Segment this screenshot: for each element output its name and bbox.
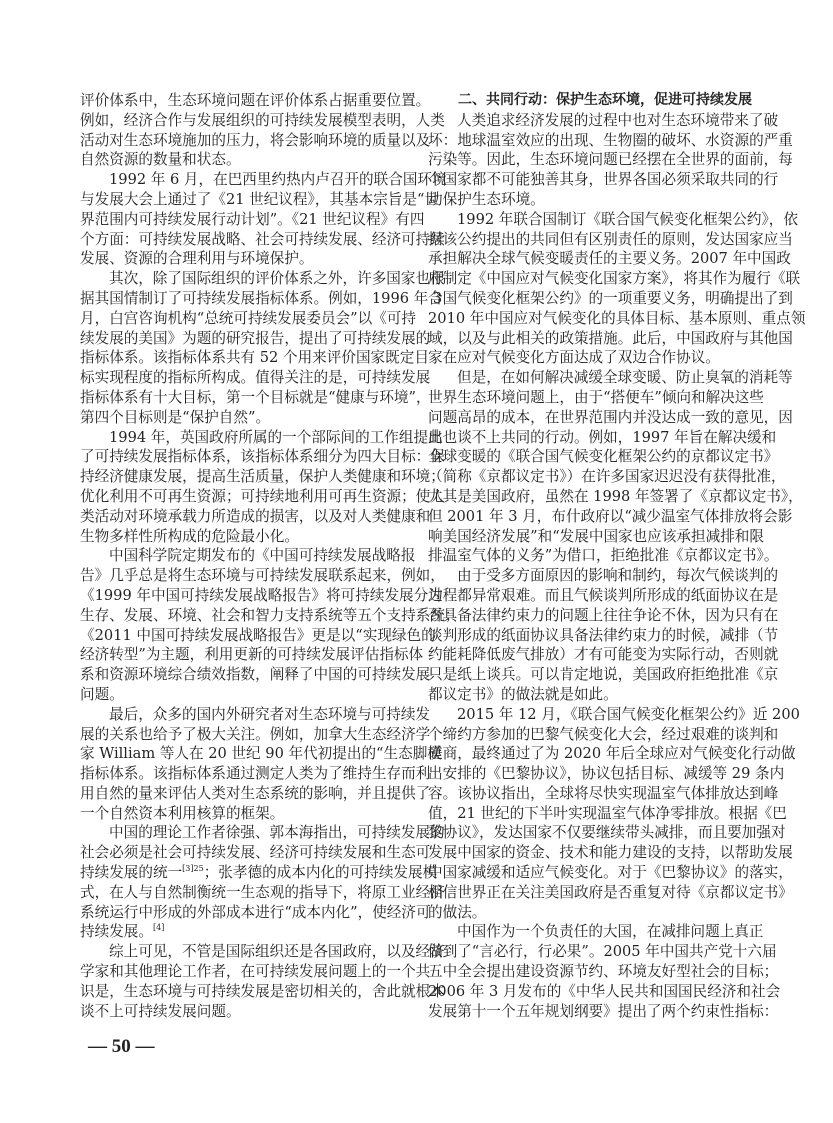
text-line: 最后，众多的国内外研究者对生态环境与可持续发 — [109, 705, 431, 723]
paragraph — [428, 566, 779, 705]
paragraph — [428, 111, 793, 210]
text-line: 经济转型”为主题，利用更新的可持续发展评估指标体 — [80, 646, 424, 664]
text-line: 问题高昂的成本，在世界范围内并没达成一致的意见，因 — [428, 408, 793, 426]
text-line: 其次，除了国际组织的评价体系之外，许多国家也根 — [109, 270, 445, 288]
text-line: 《1999 年中国可持续发展战略报告》将可持续发展分为 — [80, 586, 443, 604]
paragraph — [80, 170, 447, 269]
text-line: 生存、发展、环境、社会和智力支持系统等五个支持系统； — [80, 606, 460, 624]
text-line: 域，以及与此相关的政策措施。此后，中国政府与其他国 — [428, 329, 793, 347]
text-line: 家 William 等人在 20 世纪 90 年代初提出的“生态脚模 — [80, 745, 442, 763]
text-line: 问题。 — [80, 685, 124, 703]
text-line: 2010 年中国应对气候变化的具体目标、基本原则、重点领 — [428, 309, 806, 327]
text-line: 学家和其他理论工作者，在可持续发展问题上的一个共 — [80, 963, 431, 981]
text-line: 评价体系中，生态环境问题在评价体系占据重要位置。 — [80, 92, 431, 109]
paragraph — [428, 210, 806, 368]
text-line: 中国作为一个负责任的大国，在减排问题上真正 — [457, 923, 764, 941]
text-line: 排温室气体的义务”为借口，拒绝批准《京都议定书》。 — [428, 547, 779, 565]
text-line: 用自然的量来评估人类对生态系统的影响，并且提供了 — [80, 784, 431, 802]
text-line: 中国的理论工作者徐强、郭本海指出，可持续发展的 — [109, 824, 445, 842]
text-line: 指标体系有十大目标，第一个目标就是“健康与环境”， — [80, 388, 431, 406]
paragraph — [80, 91, 445, 170]
text-line: 此也谈不上共同的行动。例如，1997 年旨在解决缓和 — [428, 428, 777, 446]
text-segment: 持续发展的统一 — [80, 864, 183, 882]
text-line: 了可持续发展指标体系，该指标体系细分为四大目标：保 — [80, 448, 445, 466]
text-line: 动保护生态环境。 — [428, 190, 545, 208]
paragraph — [80, 428, 445, 547]
section-heading: 二、共同行动：保护生态环境，促进可持续发展 — [458, 92, 752, 108]
text-line: 家在应对气候变化方面达成了双边合作协议。 — [428, 349, 720, 367]
text-line: 2015 年 12 月，《联合国气候变化框架公约》近 200 — [457, 705, 800, 723]
text-line: 五中全会提出建设资源节约、环境友好型社会的目标； — [428, 963, 779, 981]
text-line: 月，白宫咨询机构“总统可持续发展委员会”以《可持 — [80, 309, 416, 327]
text-line: 展的关系也给予了极大关注。例如，加拿大生态经济学 — [80, 725, 431, 743]
text-line: 发展第十一个五年规划纲要》提出了两个约束性指标： — [428, 1002, 779, 1020]
text-line: 全球变暖的《联合国气候变化框架公约的京都议定书》 — [428, 448, 779, 466]
text-line: 值，21 世纪的下半叶实现温室气体净零排放。根据《巴 — [428, 804, 787, 822]
text-line: 容。该协议指出，全球将尽快实现温室气体排放达到峰 — [428, 784, 779, 802]
paragraph — [80, 705, 442, 824]
text-line: 第四个目标则是“保护自然”。 — [80, 408, 271, 426]
text-line: 污染等。因此，生态环境问题已经摆在全世界的面前，每 — [428, 151, 793, 169]
page-number: — 50 — — [88, 1036, 155, 1057]
text-line: 合国气候变化框架公约》的一项重要义务，明确提出了到 — [428, 289, 793, 307]
text-line: 与发展大会上通过了《21 世纪议程》，其基本宗旨是“世 — [80, 190, 440, 208]
text-line: 黎协议》，发达国家不仅要继续带头减排，而且要加强对 — [428, 824, 786, 842]
text-line: 个缔约方参加的巴黎气候变化大会，经过艰难的谈判和 — [428, 725, 779, 743]
text-line: 世界生态环境问题上，由于“搭便车”倾向和解决这些 — [428, 388, 764, 406]
text-line: 例如，经济合作与发展组织的可持续发展模型表明，人类 — [80, 111, 445, 129]
text-line: 出安排的《巴黎协议》，协议包括目标、减缓等 29 条内 — [428, 765, 785, 783]
text-line: 据该公约提出的共同但有区别责任的原则，发达国家应当 — [428, 230, 793, 248]
text-line: 指标体系。该指标体系通过测定人类为了维持生存而利 — [80, 765, 431, 783]
text-line: 只是纸上谈兵。可以肯定地说，美国政府拒绝批准《京 — [428, 666, 779, 684]
text-line: 但是，在如何解决减缓全球变暖、防止臭氧的消耗等 — [457, 369, 793, 387]
text-line: 类活动对环境承载力所造成的损害，以及对人类健康和 — [80, 507, 431, 525]
paragraph — [428, 922, 781, 1021]
paragraph — [428, 368, 803, 566]
text-line: 承担解决全球气候变暖责任的主要义务。2007 年中国政 — [428, 250, 791, 268]
text-line: 续发展的美国》为题的研究报告，提出了可持续发展的 — [80, 329, 431, 347]
text-line: 中国家减缓和适应气候变化。对于《巴黎协议》的落实， — [428, 864, 793, 882]
text-line: 做到了“言必行，行必果”。2005 年中国共产党十六届 — [428, 943, 777, 961]
text-line: 磋商，最终通过了为 2020 年后全球应对气候变化行动做 — [428, 745, 796, 763]
text-line: 式，在人与自然制衡统一生态观的指导下，将原工业经济 — [80, 883, 445, 901]
text-line: 个国家都不可能独善其身，世界各国必须采取共同的行 — [428, 171, 779, 189]
text-line — [80, 922, 414, 942]
paragraph — [80, 546, 460, 704]
text-line: 1992 年 6 月，在巴西里约热内卢召开的联合国环境 — [109, 171, 447, 189]
text-line: 谈不上可持续发展问题。 — [80, 1002, 241, 1020]
text-line: 1992 年联合国制订《联合国气候变化框架公约》，依 — [457, 210, 798, 228]
text-line: 《2011 中国可持续发展战略报告》更是以“实现绿色的 — [80, 626, 436, 644]
text-line: 约能耗降低废气排放）才有可能变为实际行动，否则就 — [428, 646, 779, 664]
text-line: 系和资源环境综合绩效指数，阐释了中国的可持续发展 — [80, 666, 431, 684]
text-line: 社会必须是社会可持续发展、经济可持续发展和生态可 — [80, 844, 431, 862]
text-line: 响美国经济发展”和“发展中国家也应该承担减排和限 — [428, 527, 764, 545]
citation-superscript: [3]25 — [182, 864, 204, 874]
text-line: 府制定《中国应对气候变化国家方案》，将其作为履行《联 — [428, 270, 801, 288]
text-line: 发展中国家的资金、技术和能力建设的支持，以帮助发展 — [428, 844, 793, 862]
text-line: 系统运行中形成的外部成本进行“成本内化”，使经济可 — [80, 903, 431, 921]
text-line — [80, 863, 438, 883]
text-line: 人类追求经济发展的过程中也对生态环境带来了破 — [457, 111, 779, 129]
text-line: 2006 年 3 月发布的《中华人民共和国国民经济和社会 — [428, 982, 781, 1000]
text-line: 标实现程度的指标所构成。值得关注的是，可持续发展 — [80, 369, 431, 387]
text-line: 都议定书》的做法就是如此。 — [428, 685, 618, 703]
text-line: 活动对生态环境施加的压力，将会影响环境的质量以及 — [80, 131, 431, 149]
paragraph — [428, 705, 800, 923]
text-line: 一个自然资本利用核算的框架。 — [80, 804, 285, 822]
text-line: 个方面：可持续发展战略、社会可持续发展、经济可持续 — [80, 230, 445, 248]
text-line: 但 2001 年 3 月，布什政府以“减少温室气体排放将会影 — [428, 507, 793, 525]
text-segment: ；张孝德的成本内化的可持续发展模 — [203, 864, 438, 882]
text-line: 由于受多方面原因的影响和制约，每次气候谈判的 — [457, 567, 779, 585]
text-line: 持经济健康发展，提高生活质量，保护人类健康和环境； — [80, 468, 445, 486]
text-line: 告》几乎总是将生态环境与可持续发展联系起来，例如， — [80, 567, 445, 585]
text-line: 生物多样性所构成的危险最小化。 — [80, 527, 299, 545]
text-line: 自然资源的数量和状态。 — [80, 151, 241, 169]
text-line: 的做法。 — [428, 903, 487, 921]
text-line: 1994 年，英国政府所属的一个部际间的工作组提出 — [109, 428, 443, 446]
text-line: 中国科学院定期发布的《中国可持续发展战略报 — [109, 547, 416, 565]
text-line: 否具备法律约束力的问题上往往争论不休，因为只有在 — [428, 606, 779, 624]
text-line: 尤其是美国政府，虽然在 1998 年签署了《京都议定书》， — [428, 487, 803, 505]
text-line: 过程都异常艰难。而且气候谈判所形成的纸面协议在是 — [428, 586, 779, 604]
paragraph — [80, 269, 445, 427]
paragraph — [80, 942, 445, 1021]
text-line: 谈判形成的纸面协议具备法律约束力的时候，减排（节 — [428, 626, 779, 644]
text-line: 识是，生态环境与可持续发展是密切相关的，舍此就根本 — [80, 982, 445, 1000]
text-line: 界范围内可持续发展行动计划”。《21 世纪议程》有四 — [80, 210, 425, 228]
paragraph — [80, 823, 445, 942]
text-segment: 持续发展。 — [80, 923, 153, 941]
citation-superscript: [4] — [152, 923, 165, 933]
text-line: （简称《京都议定书》）在许多国家迟迟没有获得批准， — [428, 468, 786, 486]
text-line: 相信世界正在关注美国政府是否重复对待《京都议定书》 — [428, 883, 793, 901]
text-line: 指标体系。该指标体系共有 52 个用来评价国家既定目 — [80, 349, 429, 367]
text-line: 据其国情制订了可持续发展指标体系。例如，1996 年 3 — [80, 289, 443, 307]
text-line: 发展、资源的合理利用与环境保护。 — [80, 250, 314, 268]
right-column — [428, 91, 806, 1021]
text-line: 坏：地球温室效应的出现、生物圈的破坏、水资源的严重 — [428, 131, 793, 149]
text-line: 综上可见，不管是国际组织还是各国政府，以及经济 — [109, 943, 445, 961]
text-line: 优化利用不可再生资源；可持续地利用可再生资源；使人 — [80, 487, 445, 505]
